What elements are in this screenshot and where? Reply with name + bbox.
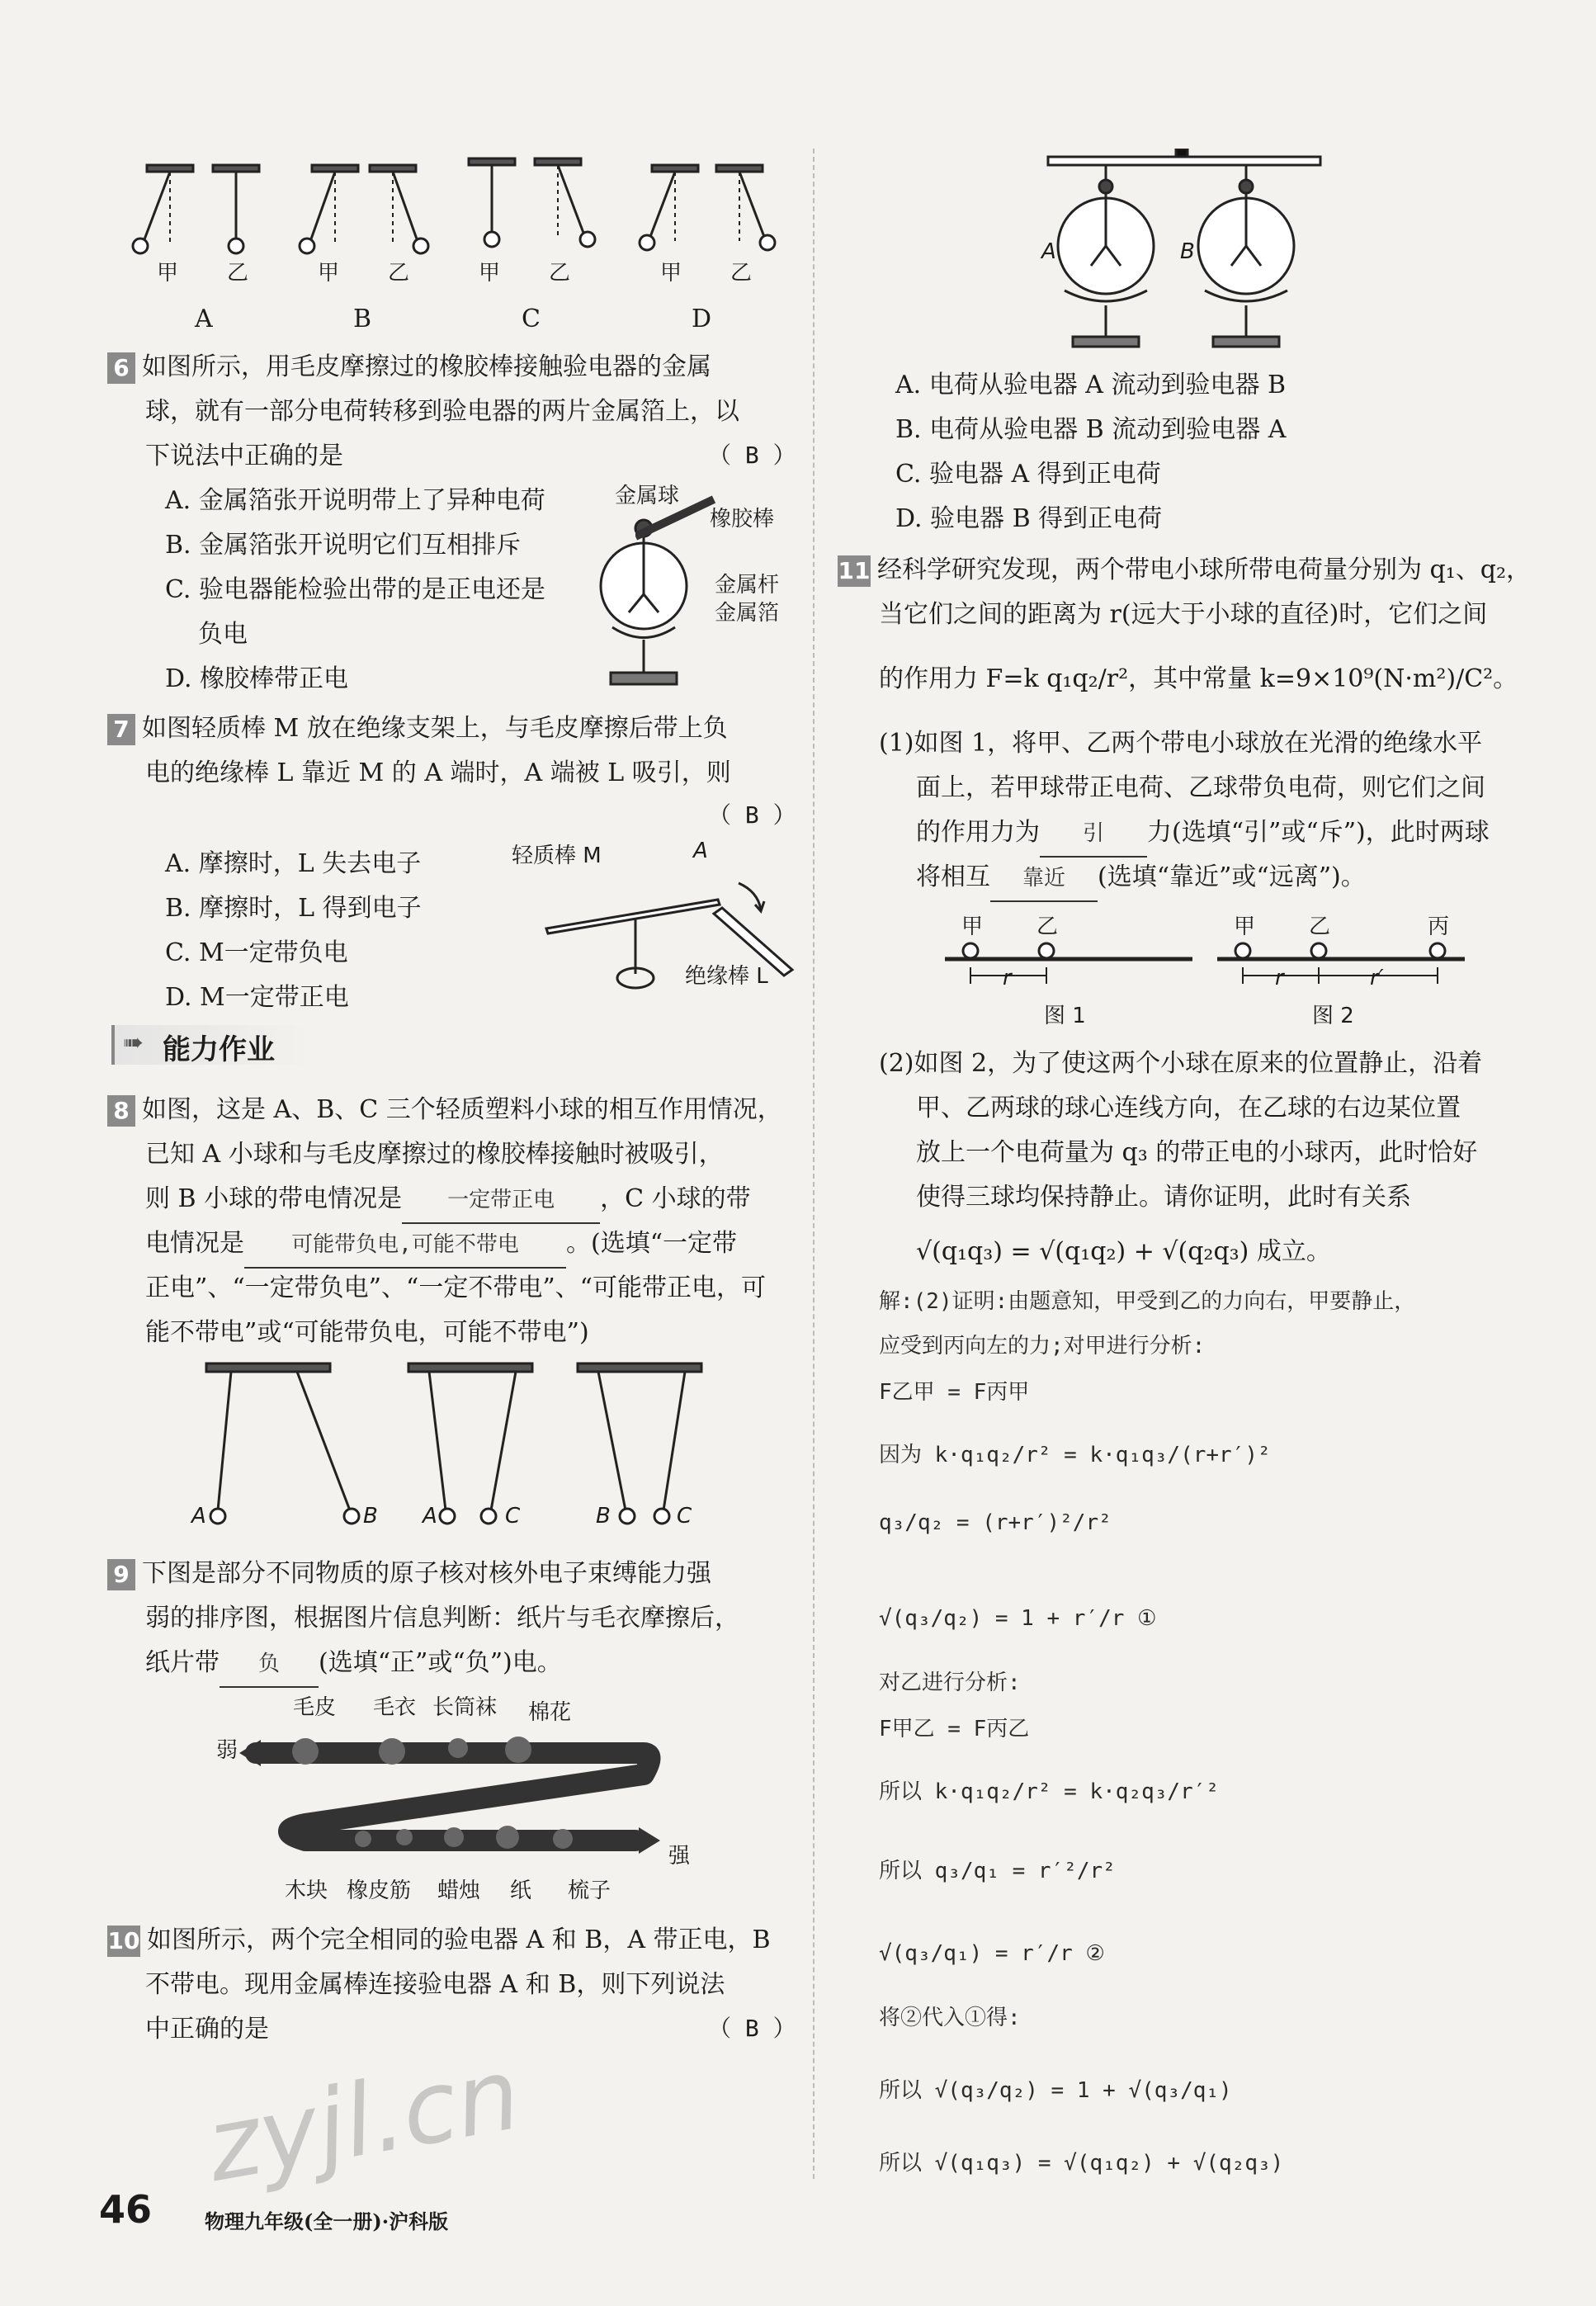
fig-label-rod-m: 轻质棒 M (512, 843, 602, 868)
column-divider (813, 149, 815, 2179)
option-label-c: C (522, 305, 541, 333)
option-a: A. 电荷从验电器 A 流动到验电器 B (895, 371, 1287, 399)
fig-label: 乙 (227, 261, 249, 286)
question-9-line3: 纸片带 负 (选填“正”或“负”)电。 (145, 1641, 562, 1688)
question-8-line6: 能不带电”或“可能带负电，可能不带电”) (145, 1318, 589, 1347)
fig-label: 甲 (660, 261, 682, 286)
question-8-line5: 正电”、“一定带负电”、“一定不带电”、“可能带正电，可 (145, 1273, 767, 1302)
arrow-icon: ➠ (123, 1028, 144, 1057)
option-a: A. 摩擦时，L 失去电子 (165, 849, 422, 878)
ball-label: C (677, 1504, 692, 1529)
fig-label: 乙 (549, 261, 571, 286)
question-7-line2: 电的绝缘棒 L 靠近 M 的 A 端时，A 端被 L 吸引，则 (145, 758, 731, 787)
ball-label: 丙 (1428, 914, 1450, 939)
fig-label-metal-foil: 金属箔 (715, 601, 780, 626)
material-label: 毛皮 (293, 1695, 337, 1720)
q11-part1-line3: 的作用力为 引 力(选填“引”或“斥”)，此时两球 (916, 810, 1490, 858)
q11-part2-line5: √(q₁q₃) = √(q₁q₂) + √(q₂q₃) 成立。 (916, 1237, 1331, 1266)
option-d: D. M一定带正电 (165, 983, 349, 1012)
material-label: 毛衣 (373, 1695, 417, 1720)
figure-1-caption: 图 1 (1044, 1004, 1086, 1028)
q11-part2-line4: 使得三球均保持静止。请你证明，此时有关系 (916, 1183, 1411, 1212)
fig-label-metal-ball: 金属球 (615, 484, 680, 508)
question-6-line3: 下说法中正确的是 (145, 442, 343, 470)
section-title: 能力作业 (163, 1033, 275, 1066)
distance-label: r′ (1370, 966, 1384, 990)
page-number: 46 (99, 2187, 153, 2232)
distance-label: r (1275, 966, 1284, 990)
material-label: 长筒袜 (432, 1695, 498, 1720)
solution-line: 所以 √(q₃/q₂) = 1 + √(q₃/q₁) (879, 2078, 1232, 2103)
option-b: B. 电荷从验电器 B 流动到验电器 A (895, 415, 1287, 444)
question-7-line1: 7 如图轻质棒 M 放在绝缘支架上，与毛皮摩擦后带上负 (107, 706, 728, 751)
question-8-line1: 8 如图，这是 A、B、C 三个轻质塑料小球的相互作用情况， (107, 1088, 782, 1132)
question-9-line1: 9 下图是部分不同物质的原子核对核外电子束缚能力强 (107, 1552, 711, 1596)
fig-label: 甲 (157, 261, 179, 286)
solution-line: 应受到丙向左的力;对甲进行分析: (879, 1334, 1206, 1359)
fig-label: 甲 (479, 261, 501, 286)
option-label-b: B (353, 305, 372, 333)
ball-label: 甲 (1234, 914, 1256, 939)
solution-line: √(q₃/q₂) = 1 + r′/r ① (879, 1606, 1157, 1631)
option-c: C. 验电器能检验出带的是正电还是 (165, 575, 545, 604)
electroscope-label-b: B (1180, 239, 1195, 264)
q11-part1-line1: (1)如图 1，将甲、乙两个带电小球放在光滑的绝缘水平 (879, 729, 1483, 758)
solution-line: √(q₃/q₁) = r′/r ② (879, 1941, 1105, 1966)
ball-label: A (191, 1504, 206, 1529)
ball-label: A (423, 1504, 437, 1529)
q11-part1-line4: 将相互 靠近 (选填“靠近”或“远离”)。 (916, 855, 1366, 902)
option-b: B. 摩擦时，L 得到电子 (165, 894, 422, 923)
fig-label: 乙 (730, 261, 753, 286)
question-number: 10 (107, 1926, 140, 1957)
distance-label: r (1003, 966, 1012, 990)
answer-blank[interactable]: 引 (1040, 811, 1147, 858)
option-a: A. 金属箔张开说明带上了异种电荷 (165, 486, 545, 515)
figure-2-diagram (1213, 933, 1469, 990)
option-d: D. 橡胶棒带正电 (165, 664, 349, 693)
question-number: 6 (107, 352, 135, 384)
answer-blank[interactable]: 负 (220, 1642, 319, 1688)
watermark: zyjl.cn (198, 2036, 529, 2205)
figure-2-caption: 图 2 (1312, 1004, 1354, 1028)
question-number: 8 (107, 1095, 135, 1127)
ball-label: 甲 (961, 914, 984, 939)
question-10-line1: 10 如图所示，两个完全相同的验电器 A 和 B，A 带正电，B (107, 1918, 771, 1963)
answer-blank[interactable]: 靠近 (990, 856, 1098, 902)
solution-line: F乙甲 = F丙甲 (879, 1380, 1030, 1405)
fig-label-metal-rod: 金属杆 (715, 573, 780, 598)
ball-label: C (505, 1504, 521, 1529)
question-8-line4: 电情况是 可能带负电,可能不带电 。(选填“一定带 (145, 1222, 737, 1269)
ball-label: 乙 (1036, 914, 1059, 939)
section-banner (111, 1025, 313, 1065)
fig-label-a: A (693, 839, 708, 863)
solution-line: 所以 q₃/q₁ = r′²/r² (879, 1859, 1116, 1883)
question-number: 9 (107, 1559, 135, 1590)
solution-line: q₃/q₂ = (r+r′)²/r² (879, 1510, 1112, 1535)
ball-label: B (363, 1504, 378, 1529)
fig-label-rod-l: 绝缘棒 L (685, 964, 768, 989)
option-c-cont: 负电 (198, 620, 248, 649)
material-label: 纸 (510, 1878, 532, 1903)
solution-line: 所以 √(q₁q₃) = √(q₁q₂) + √(q₂q₃) (879, 2151, 1284, 2176)
question-10-line2: 不带电。现用金属棒连接验电器 A 和 B，则下列说法 (145, 1970, 725, 1999)
electroscope-label-a: A (1041, 239, 1056, 264)
solution-line: F甲乙 = F丙乙 (879, 1717, 1030, 1741)
option-c: C. M一定带负电 (165, 938, 348, 967)
option-d: D. 验电器 B 得到正电荷 (895, 504, 1163, 533)
q11-part2-line1: (2)如图 2，为了使这两个小球在原来的位置静止，沿着 (879, 1049, 1483, 1078)
question-10-line3: 中正确的是 (145, 2015, 269, 2044)
material-label: 梳子 (568, 1878, 611, 1903)
solution-line: 解:(2)证明:由题意知，甲受到乙的力向右，甲要静止， (879, 1289, 1416, 1314)
answer-7: （ B ） (708, 801, 796, 829)
solution-line: 对乙进行分析: (879, 1670, 1021, 1695)
question-number: 11 (838, 555, 871, 587)
q11-part2-line3: 放上一个电荷量为 q₃ 的带正电的小球丙，此时恰好 (916, 1138, 1478, 1167)
ball-interaction-figure (190, 1362, 734, 1527)
solution-line: 将②代入①得: (879, 2006, 1021, 2030)
question-11-line1: 11 经科学研究发现，两个带电小球所带电荷量分别为 q₁、q₂， (838, 548, 1531, 593)
answer-blank[interactable]: 可能带负电,可能不带电 (244, 1222, 566, 1269)
solution-line: 所以 k·q₁q₂/r² = k·q₂q₃/r′² (879, 1779, 1220, 1804)
strong-label: 强 (668, 1844, 691, 1869)
question-6-line1: 6 如图所示，用毛皮摩擦过的橡胶棒接触验电器的金属 (107, 345, 711, 390)
option-b: B. 金属箔张开说明它们互相排斥 (165, 531, 522, 560)
rod-stand-figure (545, 875, 809, 999)
fig-label-rubber-rod: 橡胶棒 (710, 507, 775, 532)
question-11-line3: 的作用力 F=k q₁q₂/r²，其中常量 k=9×10⁹(N·m²)/C²。 (879, 664, 1518, 693)
figure-1-diagram (941, 933, 1197, 990)
answer-6: （ B ） (708, 442, 796, 469)
fig-label: 乙 (388, 261, 410, 286)
weak-label: 弱 (216, 1738, 238, 1763)
material-label: 蜡烛 (437, 1878, 481, 1903)
option-label-d: D (692, 305, 712, 333)
option-label-a: A (195, 305, 213, 333)
q11-part1-line2: 面上，若甲球带正电荷、乙球带负电荷，则它们之间 (916, 773, 1485, 802)
fig-label: 甲 (318, 261, 340, 286)
question-6-line2: 球，就有一部分电荷转移到验电器的两片金属箔上，以 (145, 397, 739, 426)
question-11-line2: 当它们之间的距离为 r(远大于小球的直径)时，它们之间 (879, 600, 1488, 629)
ball-label: B (596, 1504, 611, 1529)
question-8-line3: 则 B 小球的带电情况是 一定带正电 ，C 小球的带 (145, 1177, 751, 1224)
material-label: 木块 (285, 1878, 328, 1903)
answer-blank[interactable]: 一定带正电 (402, 1178, 600, 1224)
question-8-line2: 已知 A 小球和与毛皮摩擦过的橡胶棒接触时被吸引， (145, 1140, 724, 1169)
question-number: 7 (107, 714, 135, 745)
answer-10: （ B ） (708, 2015, 796, 2042)
material-label: 棉花 (528, 1700, 572, 1725)
footer-book-title: 物理九年级(全一册)·沪科版 (205, 2209, 449, 2233)
option-c: C. 验电器 A 得到正电荷 (895, 460, 1161, 489)
material-label: 橡皮筋 (347, 1878, 412, 1903)
solution-line: 因为 k·q₁q₂/r² = k·q₁q₃/(r+r′)² (879, 1443, 1271, 1467)
ball-label: 乙 (1309, 914, 1331, 939)
question-9-line2: 弱的排序图，根据图片信息判断：纸片与毛衣摩擦后， (145, 1604, 739, 1633)
electron-binding-chart (239, 1733, 668, 1882)
q11-part2-line2: 甲、乙两球的球心连线方向，在乙球的右边某位置 (916, 1094, 1461, 1122)
